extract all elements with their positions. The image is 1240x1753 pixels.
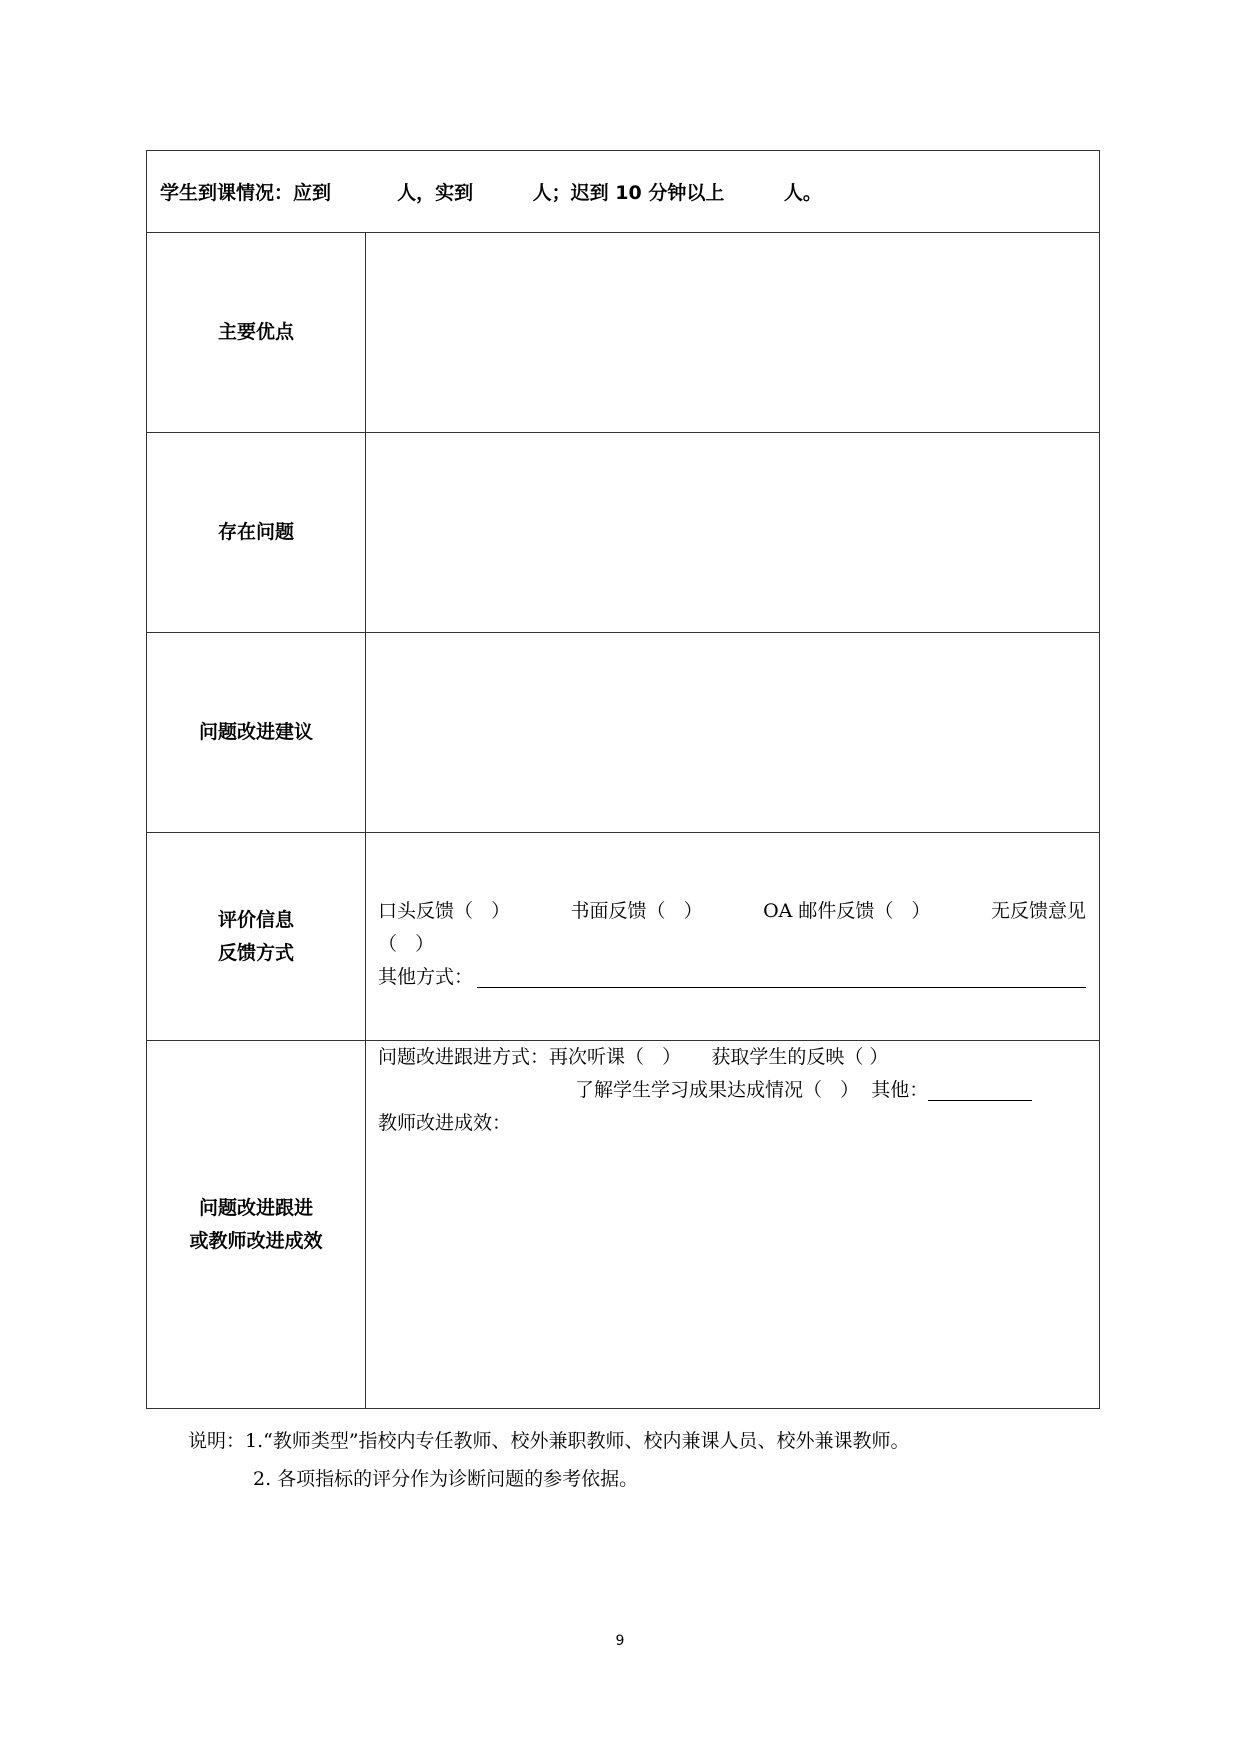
oa-mail-feedback-option[interactable]: OA 邮件反馈（ ）: [763, 900, 931, 922]
no-feedback-option[interactable]: 无反馈意见: [990, 900, 1086, 922]
other-method-blank[interactable]: [477, 963, 1086, 988]
no-feedback-checkbox[interactable]: （ ）: [378, 933, 435, 955]
feedback-options-line: [378, 895, 1086, 928]
feedback-label-line1: 评价信息: [217, 908, 294, 931]
followup-cell: [366, 1041, 1100, 1409]
feedback-options-cell: [366, 833, 1100, 1041]
oral-feedback-option[interactable]: 口头反馈（ ）: [378, 900, 511, 922]
teacher-improvement-label: 教师改进成效：: [378, 1112, 512, 1134]
no-feedback-paren-line: [378, 928, 1086, 961]
notes-section: [188, 1422, 910, 1498]
problems-row: [147, 433, 1100, 633]
problems-label: 存在问题: [147, 433, 366, 633]
note-2: 2. 各项指标的评分作为诊断问题的参考依据。: [253, 1468, 639, 1490]
strengths-label: 主要优点: [147, 233, 366, 433]
followup-other-blank[interactable]: [928, 1076, 1032, 1101]
attendance-cell: [147, 151, 1100, 233]
problems-input-area[interactable]: [366, 433, 1100, 633]
suggestions-row: [147, 633, 1100, 833]
feedback-label: [147, 833, 366, 1041]
written-feedback-option[interactable]: 书面反馈（ ）: [570, 900, 703, 922]
followup-outcomes-text[interactable]: 了解学生学习成果达成情况（ ） 其他：: [575, 1079, 929, 1101]
followup-content: [378, 1041, 1086, 1140]
feedback-options: [378, 895, 1086, 994]
strengths-row: [147, 233, 1100, 433]
other-method-label: 其他方式：: [378, 966, 474, 988]
followup-outcomes-line: [378, 1074, 1086, 1107]
other-method-line: [378, 961, 1086, 994]
attendance-text: 学生到课情况：应到 人，实到 人；迟到 10 分钟以上 人。: [160, 182, 822, 204]
followup-row: [147, 1041, 1100, 1409]
followup-label-line1: 问题改进跟进: [198, 1196, 313, 1219]
suggestions-label: 问题改进建议: [147, 633, 366, 833]
feedback-row: [147, 833, 1100, 1041]
followup-method-line[interactable]: 问题改进跟进方式：再次听课（ ） 获取学生的反映（ ）: [378, 1046, 889, 1068]
strengths-input-area[interactable]: [366, 233, 1100, 433]
page-number: 9: [615, 1633, 625, 1649]
suggestions-input-area[interactable]: [366, 633, 1100, 833]
feedback-label-line2: 反馈方式: [217, 941, 294, 964]
attendance-row: [147, 151, 1100, 233]
note-1: 说明：1.“教师类型”指校内专任教师、校外兼职教师、校内兼课人员、校外兼课教师。: [188, 1430, 910, 1452]
followup-label-line2: 或教师改进成效: [189, 1229, 323, 1252]
followup-label: [147, 1041, 366, 1409]
evaluation-form-table: [146, 150, 1100, 1409]
